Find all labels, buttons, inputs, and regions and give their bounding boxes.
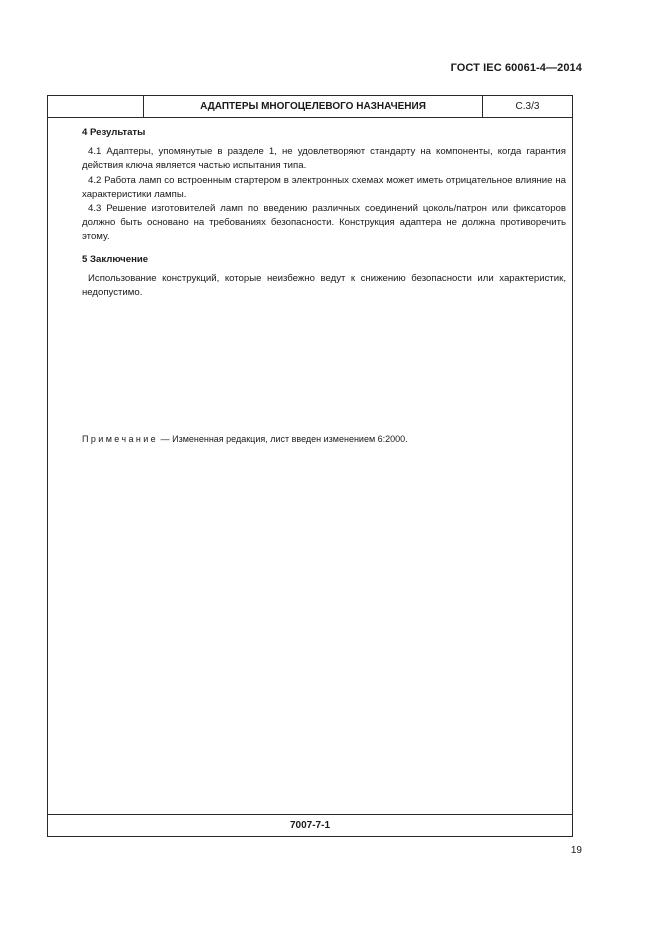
header-row	[48, 96, 572, 118]
paragraph-4-3: 4.3 Решение изготовителей ламп по введению различных соединений цоколь/патрон или фиксаторов должно быть основано на требованиях безопасности. Конструкция адаптера не должна противоречить этому.	[82, 203, 566, 243]
header-title: АДАПТЕРЫ МНОГОЦЕЛЕВОГО НАЗНАЧЕНИЯ	[144, 96, 483, 117]
standard-code: ГОСТ IEC 60061-4—2014	[450, 62, 582, 74]
header-sheet: C.3/3	[515, 101, 540, 112]
paragraph-4-2: 4.2 Работа ламп со встроенным стартером в электронных схемах может иметь отрицательное влияние на характеристики лампы.	[82, 174, 566, 200]
note	[82, 434, 408, 444]
header-empty-cell	[48, 96, 144, 117]
note-label: Примечание	[82, 434, 159, 444]
footer-code: 7007-7-1	[48, 814, 572, 836]
page-number: 19	[570, 845, 582, 856]
note-text: — Измененная редакция, лист введен изменением 6:2000.	[158, 434, 408, 444]
document-frame	[47, 95, 573, 837]
section-heading-conclusion: 5 Заключение	[82, 253, 149, 265]
section-heading-results: 4 Результаты	[82, 127, 146, 138]
paragraph-5: Использование конструкций, которые неизбежно ведут к снижению безопасности или характеристик, недопустимо.	[82, 272, 566, 299]
paragraph-4-1: 4.1 Адаптеры, упомянутые в разделе 1, не удовлетворяют стандарту на компоненты, когда гарантия действия ключа является частью испытания типа.	[82, 146, 566, 172]
content	[82, 126, 566, 300]
